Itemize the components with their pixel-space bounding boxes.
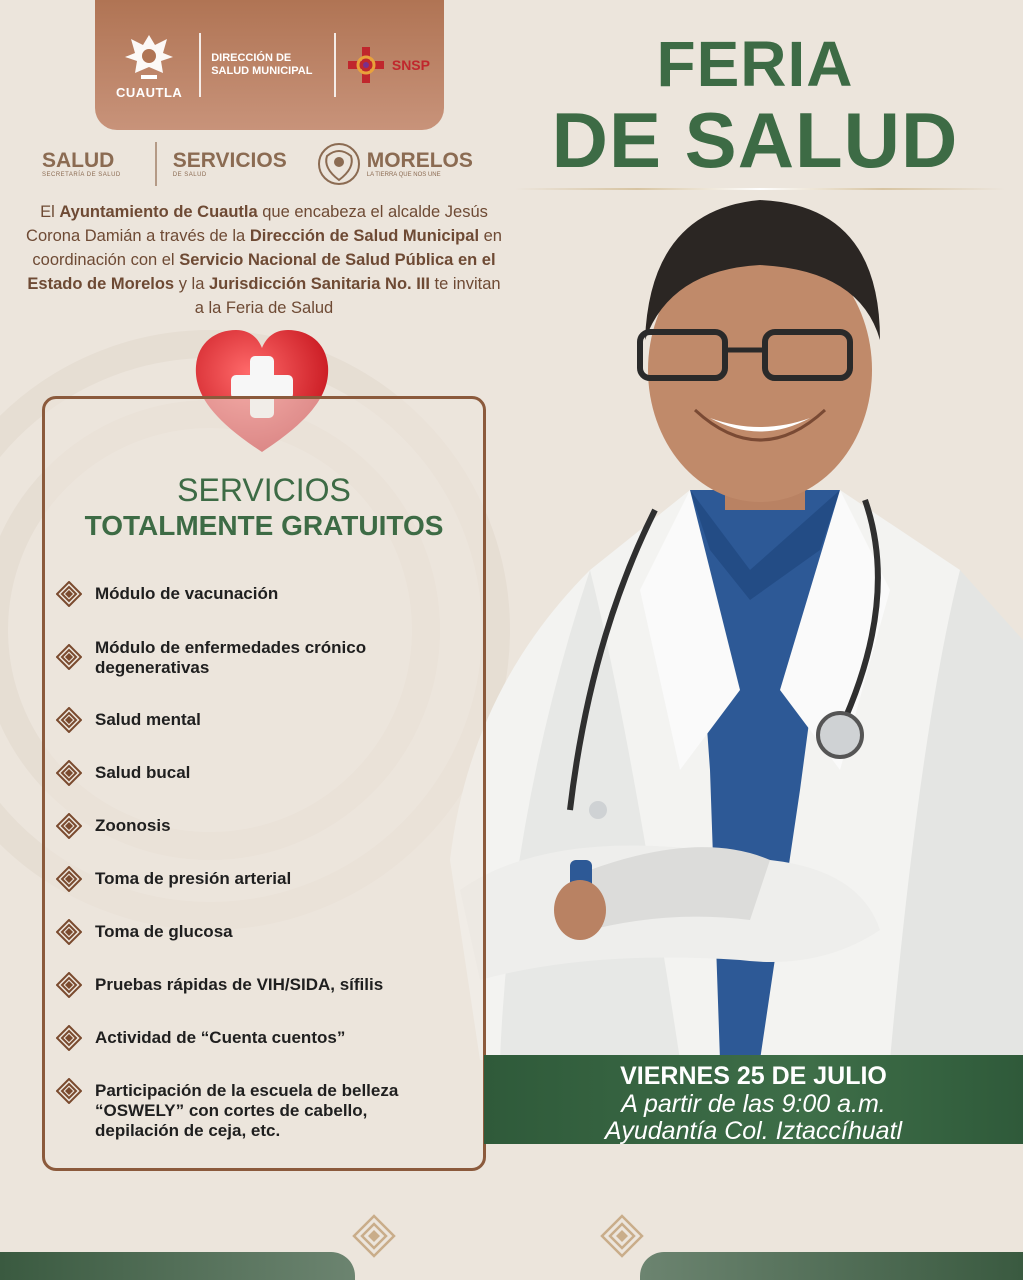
logo-banner	[95, 0, 444, 130]
intro-text: en coordinación con el	[32, 227, 502, 269]
service-label: Toma de presión arterial	[95, 869, 292, 888]
snsp-cross-icon	[346, 45, 386, 85]
services-subtitle: TOTALMENTE GRATUITOS	[84, 510, 444, 541]
diamond-ornament-icon	[56, 813, 82, 839]
servicios-sub-label: DE SALUD	[172, 172, 207, 178]
list-item	[56, 922, 476, 945]
servicios-label: SERVICIOS	[172, 149, 287, 172]
list-item	[56, 638, 476, 678]
diamond-ornament-icon	[56, 707, 82, 733]
diamond-ornament-icon	[56, 1025, 82, 1051]
intro-text: que encabeza el alcalde Jesús Corona Damián a través de la	[26, 203, 488, 245]
bottom-bar-left	[0, 1252, 355, 1280]
diamond-ornament-icon	[56, 972, 82, 998]
salud-logo	[42, 150, 121, 178]
event-date: VIERNES 25 DE JULIO	[620, 1062, 887, 1090]
partner-logos	[42, 140, 497, 188]
list-item	[56, 1081, 476, 1141]
title-feria: FERIA	[656, 28, 854, 100]
snsp-label: SNSP	[391, 57, 430, 73]
diamond-ornament-icon	[56, 919, 82, 945]
bottom-bar-right	[640, 1252, 1023, 1280]
diamond-ornament-icon	[600, 1214, 644, 1258]
diamond-ornament-icon	[56, 1078, 82, 1104]
list-item	[56, 816, 476, 839]
diamond-ornament-icon	[56, 644, 82, 670]
cuautla-name: CUAUTLA	[115, 84, 183, 100]
service-label: Pruebas rápidas de VIH/SIDA, sífilis	[95, 975, 384, 994]
intro-bold: Dirección de Salud Municipal	[249, 227, 480, 245]
service-label: Actividad de “Cuenta cuentos”	[95, 1028, 346, 1047]
cuautla-emblem-icon	[119, 31, 179, 83]
service-label: Módulo de vacunación	[95, 584, 279, 603]
direccion-salud-label: DIRECCIÓN DE SALUD MUNICIPAL	[211, 52, 313, 77]
diamond-ornament-icon	[56, 760, 82, 786]
event-banner	[484, 1055, 1023, 1144]
snsp-logo	[346, 45, 430, 85]
service-label: Zoonosis	[95, 816, 171, 835]
event-time: A partir de las 9:00 a.m.	[621, 1090, 886, 1118]
list-item	[56, 763, 476, 786]
service-label: Salud mental	[95, 710, 201, 729]
doctor-photo	[440, 170, 1023, 1060]
service-label: Participación de la escuela de belleza “OSWELY” con cortes de cabello, depilación de ceja, etc.	[95, 1081, 399, 1140]
intro-text: te invitan a la Feria de Salud	[194, 275, 501, 317]
intro-bold: Ayuntamiento de Cuautla	[59, 203, 258, 221]
list-item	[56, 975, 476, 998]
intro-text: El	[40, 203, 60, 221]
service-label: Salud bucal	[95, 763, 191, 782]
morelos-emblem-icon	[317, 142, 361, 186]
intro-bold: Jurisdicción Sanitaria No. III	[208, 275, 430, 293]
list-item	[56, 584, 476, 607]
list-item	[56, 710, 476, 733]
salud-sub-label: SECRETARÍA DE SALUD	[42, 172, 121, 178]
list-item	[56, 1028, 476, 1051]
salud-label: SALUD	[42, 149, 115, 172]
diamond-ornament-icon	[56, 866, 82, 892]
title-de-salud: DE SALUD	[551, 96, 959, 184]
servicios-logo	[173, 150, 287, 178]
diamond-ornament-icon	[56, 581, 82, 607]
divider	[199, 33, 201, 97]
services-title: SERVICIOS	[177, 472, 351, 508]
intro-bold: Servicio Nacional de Salud Pública en el Estado de Morelos	[27, 251, 496, 293]
morelos-sub-label: LA TIERRA QUE NOS UNE	[366, 172, 441, 178]
event-place: Ayudantía Col. Iztaccíhuatl	[604, 1117, 903, 1145]
divider	[334, 33, 336, 97]
diamond-ornament-icon	[352, 1214, 396, 1258]
service-label: Módulo de enfermedades crónico degenerativas	[95, 638, 367, 677]
morelos-label: MORELOS	[366, 149, 473, 172]
divider	[155, 142, 157, 186]
cuautla-logo	[109, 31, 189, 100]
intro-text: y la	[174, 275, 209, 293]
list-item	[56, 869, 476, 892]
intro-paragraph	[22, 200, 506, 320]
service-label: Toma de glucosa	[95, 922, 233, 941]
